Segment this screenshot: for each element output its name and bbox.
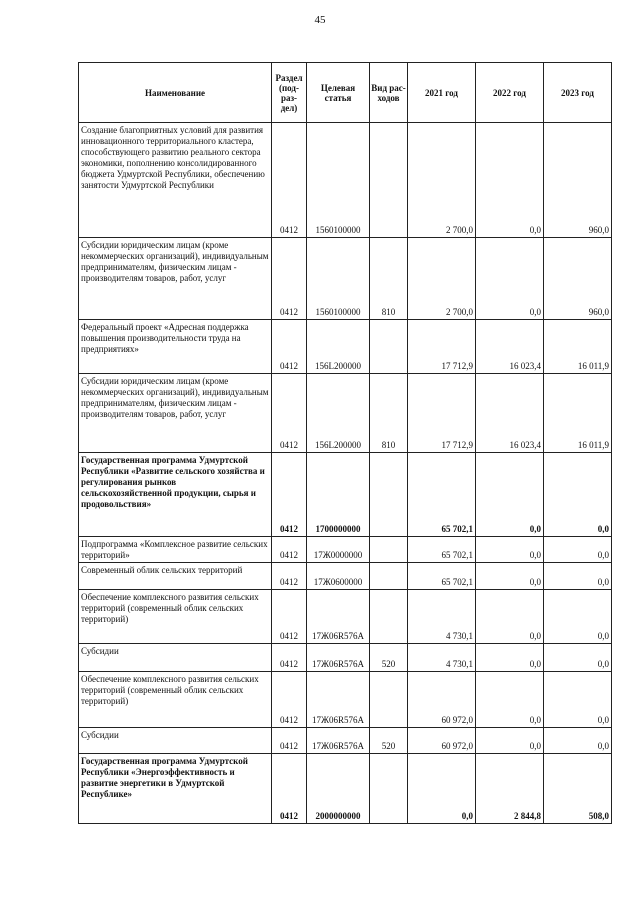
table-row [79, 728, 612, 754]
table-row [79, 672, 612, 728]
cell-2022: 16 023,4 [476, 374, 544, 453]
cell-section: 0412 [272, 374, 307, 453]
cell-section: 0412 [272, 563, 307, 590]
cell-name: Субсидии [79, 644, 272, 672]
budget-table [78, 62, 612, 824]
page-number: 45 [314, 14, 326, 26]
cell-target: 1560100000 [307, 238, 370, 320]
cell-expense [370, 590, 408, 644]
header-name: Наименование [79, 63, 272, 123]
cell-2021: 65 702,1 [408, 563, 476, 590]
cell-target: 17Ж0000000 [307, 537, 370, 563]
cell-2023: 960,0 [544, 238, 612, 320]
cell-2021: 2 700,0 [408, 123, 476, 238]
cell-target: 156L200000 [307, 374, 370, 453]
cell-2023: 16 011,9 [544, 320, 612, 374]
cell-expense: 810 [370, 374, 408, 453]
cell-2021: 17 712,9 [408, 320, 476, 374]
cell-2023: 0,0 [544, 590, 612, 644]
cell-name: Подпрограмма «Комплексное развитие сельских территорий» [79, 537, 272, 563]
cell-target: 17Ж0600000 [307, 563, 370, 590]
cell-name: Субсидии юридическим лицам (кроме некоммерческих организаций), индивидуальным предпринимателям, физическим лицам - производителям товаров, работ, услуг [79, 238, 272, 320]
cell-2023: 0,0 [544, 453, 612, 537]
table-row [79, 590, 612, 644]
table-row [79, 537, 612, 563]
header-2022: 2022 год [476, 63, 544, 123]
cell-target: 1560100000 [307, 123, 370, 238]
cell-2021: 60 972,0 [408, 728, 476, 754]
cell-name: Государственная программа Удмуртской Республики «Развитие сельского хозяйства и регулирования рынков сельскохозяйственной продукции, сырья и продовольствия» [79, 453, 272, 537]
table-row [79, 644, 612, 672]
cell-name: Обеспечение комплексного развития сельских территорий (современный облик сельских территорий) [79, 672, 272, 728]
cell-target: 2000000000 [307, 754, 370, 824]
cell-section: 0412 [272, 728, 307, 754]
cell-2023: 0,0 [544, 644, 612, 672]
cell-target: 17Ж06R576A [307, 590, 370, 644]
cell-section: 0412 [272, 320, 307, 374]
cell-name: Субсидии юридическим лицам (кроме некоммерческих организаций), индивидуальным предпринимателям, физическим лицам - производителям товаров, работ, услуг [79, 374, 272, 453]
cell-section: 0412 [272, 537, 307, 563]
cell-2022: 0,0 [476, 238, 544, 320]
table-row [79, 563, 612, 590]
cell-2022: 0,0 [476, 590, 544, 644]
cell-name: Обеспечение комплексного развития сельских территорий (современный облик сельских территорий) [79, 590, 272, 644]
cell-name: Субсидии [79, 728, 272, 754]
cell-2022: 0,0 [476, 537, 544, 563]
table-row [79, 238, 612, 320]
header-target: Целевая статья [307, 63, 370, 123]
cell-2023: 0,0 [544, 672, 612, 728]
cell-2022: 0,0 [476, 123, 544, 238]
cell-2021: 60 972,0 [408, 672, 476, 728]
cell-2023: 0,0 [544, 537, 612, 563]
cell-expense [370, 754, 408, 824]
cell-name: Федеральный проект «Адресная поддержка повышения производительности труда на предприятиях» [79, 320, 272, 374]
table-row [79, 123, 612, 238]
cell-2022: 0,0 [476, 453, 544, 537]
cell-expense [370, 320, 408, 374]
cell-2021: 65 702,1 [408, 537, 476, 563]
table-header-row [79, 63, 612, 123]
cell-expense: 810 [370, 238, 408, 320]
table-row [79, 453, 612, 537]
cell-target: 1700000000 [307, 453, 370, 537]
cell-2022: 0,0 [476, 563, 544, 590]
cell-2021: 0,0 [408, 754, 476, 824]
cell-2022: 0,0 [476, 728, 544, 754]
cell-2023: 0,0 [544, 563, 612, 590]
header-section: Раздел (под-раз-дел) [272, 63, 307, 123]
cell-name: Создание благоприятных условий для развития инновационного территориального кластера, способствующего развитию реального сектора экономики, пополнению консолидированного бюджета Удмуртской Республики, обеспечению занятости Удмуртской Республики [79, 123, 272, 238]
cell-section: 0412 [272, 123, 307, 238]
table-row [79, 374, 612, 453]
cell-target: 17Ж06R576A [307, 644, 370, 672]
header-2021: 2021 год [408, 63, 476, 123]
cell-expense [370, 537, 408, 563]
cell-expense: 520 [370, 644, 408, 672]
cell-2022: 0,0 [476, 644, 544, 672]
cell-2022: 0,0 [476, 672, 544, 728]
header-expense: Вид рас-ходов [370, 63, 408, 123]
cell-2023: 508,0 [544, 754, 612, 824]
cell-2022: 2 844,8 [476, 754, 544, 824]
cell-section: 0412 [272, 453, 307, 537]
table-row [79, 754, 612, 824]
cell-name: Государственная программа Удмуртской Республики «Энергоэффективность и развитие энергетики в Удмуртской Республике» [79, 754, 272, 824]
cell-section: 0412 [272, 672, 307, 728]
cell-expense: 520 [370, 728, 408, 754]
cell-target: 17Ж06R576A [307, 728, 370, 754]
cell-expense [370, 672, 408, 728]
cell-section: 0412 [272, 590, 307, 644]
cell-target: 17Ж06R576A [307, 672, 370, 728]
table-row [79, 320, 612, 374]
cell-section: 0412 [272, 754, 307, 824]
cell-2021: 2 700,0 [408, 238, 476, 320]
cell-2021: 4 730,1 [408, 590, 476, 644]
cell-2023: 960,0 [544, 123, 612, 238]
cell-section: 0412 [272, 644, 307, 672]
cell-target: 156L200000 [307, 320, 370, 374]
cell-expense [370, 123, 408, 238]
cell-2023: 0,0 [544, 728, 612, 754]
cell-2021: 4 730,1 [408, 644, 476, 672]
cell-2022: 16 023,4 [476, 320, 544, 374]
cell-2021: 65 702,1 [408, 453, 476, 537]
cell-section: 0412 [272, 238, 307, 320]
cell-expense [370, 563, 408, 590]
cell-expense [370, 453, 408, 537]
header-2023: 2023 год [544, 63, 612, 123]
cell-name: Современный облик сельских территорий [79, 563, 272, 590]
cell-2023: 16 011,9 [544, 374, 612, 453]
cell-2021: 17 712,9 [408, 374, 476, 453]
